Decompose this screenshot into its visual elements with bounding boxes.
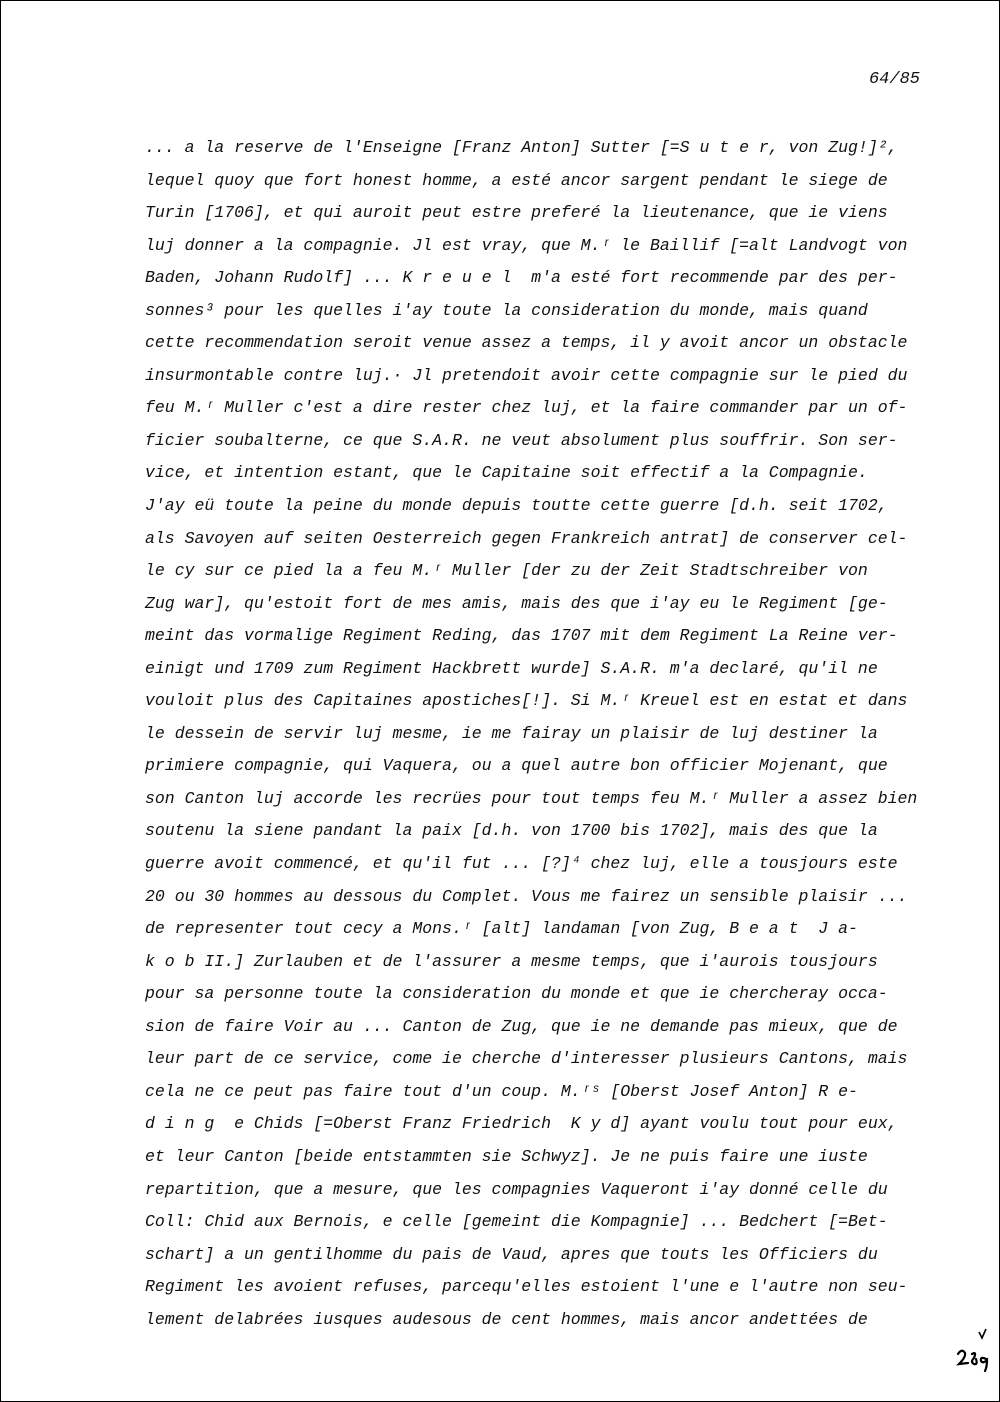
text-line: vouloit plus des Capitaines apostiches[!]. Si M.ʳ Kreuel est en estat et dans bbox=[145, 691, 908, 711]
text-line: le cy sur ce pied la a feu M.ʳ Muller [der zu der Zeit Stadtschreiber von bbox=[145, 561, 868, 581]
text-line: cette recommendation seroit venue assez a temps, il y avoit ancor un obstacle bbox=[145, 333, 908, 353]
text-line: repartition, que a mesure, que les compagnies Vaqueront i'ay donné celle du bbox=[145, 1179, 888, 1199]
handwritten-folio-mark bbox=[955, 1328, 995, 1372]
text-line: Coll: Chid aux Bernois, e celle [gemeint die Kompagnie] ... Bedchert [=Bet- bbox=[145, 1212, 888, 1232]
text-line: Baden, Johann Rudolf] ... K r e u e l m'a esté fort recommende par des per- bbox=[145, 268, 898, 288]
text-line: als Savoyen auf seiten Oesterreich gegen Frankreich antrat] de conserver cel- bbox=[145, 528, 908, 548]
text-line: d i n g e Chids [=Oberst Franz Friedrich K y d] ayant voulu tout pour eux, bbox=[145, 1114, 898, 1134]
text-line: lement delabrées iusques audesous de cent hommes, mais ancor andettées de bbox=[145, 1309, 868, 1329]
text-line: sion de faire Voir au ... Canton de Zug, que ie ne demande pas mieux, que de bbox=[145, 1016, 898, 1036]
text-line: schart] a un gentilhomme du pais de Vaud, apres que touts les Officiers du bbox=[145, 1244, 878, 1264]
text-line: guerre avoit commencé, et qu'il fut ... [?]⁴ chez luj, elle a tousjours este bbox=[145, 854, 898, 874]
text-line: lequel quoy que fort honest homme, a esté ancor sargent pendant le siege de bbox=[145, 170, 888, 190]
text-line: son Canton luj accorde les recrües pour tout temps feu M.ʳ Muller a assez bien bbox=[145, 788, 918, 808]
text-line: sonnes³ pour les quelles i'ay toute la consideration du monde, mais quand bbox=[145, 300, 868, 320]
text-line: soutenu la siene pandant la paix [d.h. von 1700 bis 1702], mais des que la bbox=[145, 821, 878, 841]
text-line: vice, et intention estant, que le Capitaine soit effectif a la Compagnie. bbox=[145, 463, 868, 483]
text-line: ... a la reserve de l'Enseigne [Franz Anton] Sutter [=S u t e r, von Zug!]², bbox=[145, 138, 898, 157]
text-line: insurmontable contre luj.· Jl pretendoit avoir cette compagnie sur le pied du bbox=[145, 365, 908, 385]
text-line: et leur Canton [beide entstammten sie Schwyz]. Je ne puis faire une iuste bbox=[145, 1146, 868, 1166]
text-line: pour sa personne toute la consideration du monde et que ie chercheray occa- bbox=[145, 984, 888, 1004]
text-line: primiere compagnie, qui Vaquera, ou a quel autre bon officier Mojenant, que bbox=[145, 756, 888, 776]
text-line: luj donner a la compagnie. Jl est vray, que M.ʳ le Baillif [=alt Landvogt von bbox=[145, 235, 908, 255]
text-line: feu M.ʳ Muller c'est a dire rester chez luj, et la faire commander par un of- bbox=[145, 398, 908, 418]
page-number: 64/85 bbox=[868, 70, 920, 89]
text-line: de representer tout cecy a Mons.ʳ [alt] landaman [von Zug, B e a t J a- bbox=[145, 919, 858, 939]
text-line: le dessein de servir luj mesme, ie me fairay un plaisir de luj destiner la bbox=[145, 723, 878, 743]
text-line: cela ne ce peut pas faire tout d'un coup. M.ʳˢ [Oberst Josef Anton] R e- bbox=[145, 1081, 858, 1101]
text-line: leur part de ce service, come ie cherche d'interesser plusieurs Cantons, mais bbox=[145, 1049, 908, 1069]
text-line: Zug war], qu'estoit fort de mes amis, mais des que i'ay eu le Regiment [ge- bbox=[145, 593, 888, 613]
text-line: meint das vormalige Regiment Reding, das 1707 mit dem Regiment La Reine ver- bbox=[145, 626, 898, 646]
text-line: k o b II.] Zurlauben et de l'assurer a mesme temps, que i'aurois tousjours bbox=[145, 951, 878, 971]
text-line: ficier soubalterne, ce que S.A.R. ne veut absolument plus souffrir. Son ser- bbox=[145, 430, 898, 450]
letter-transcription bbox=[145, 132, 930, 1336]
text-line: einigt und 1709 zum Regiment Hackbrett wurde] S.A.R. m'a declaré, qu'il ne bbox=[145, 658, 878, 678]
text-line: J'ay eü toute la peine du monde depuis toutte cette guerre [d.h. seit 1702, bbox=[145, 496, 888, 516]
text-line: Turin [1706], et qui auroit peut estre preferé la lieutenance, que ie viens bbox=[145, 203, 888, 223]
text-line: Regiment les avoient refuses, parcequ'elles estoient l'une e l'autre non seu- bbox=[145, 1277, 908, 1297]
text-line: 20 ou 30 hommes au dessous du Complet. Vous me fairez un sensible plaisir ... bbox=[145, 886, 908, 906]
